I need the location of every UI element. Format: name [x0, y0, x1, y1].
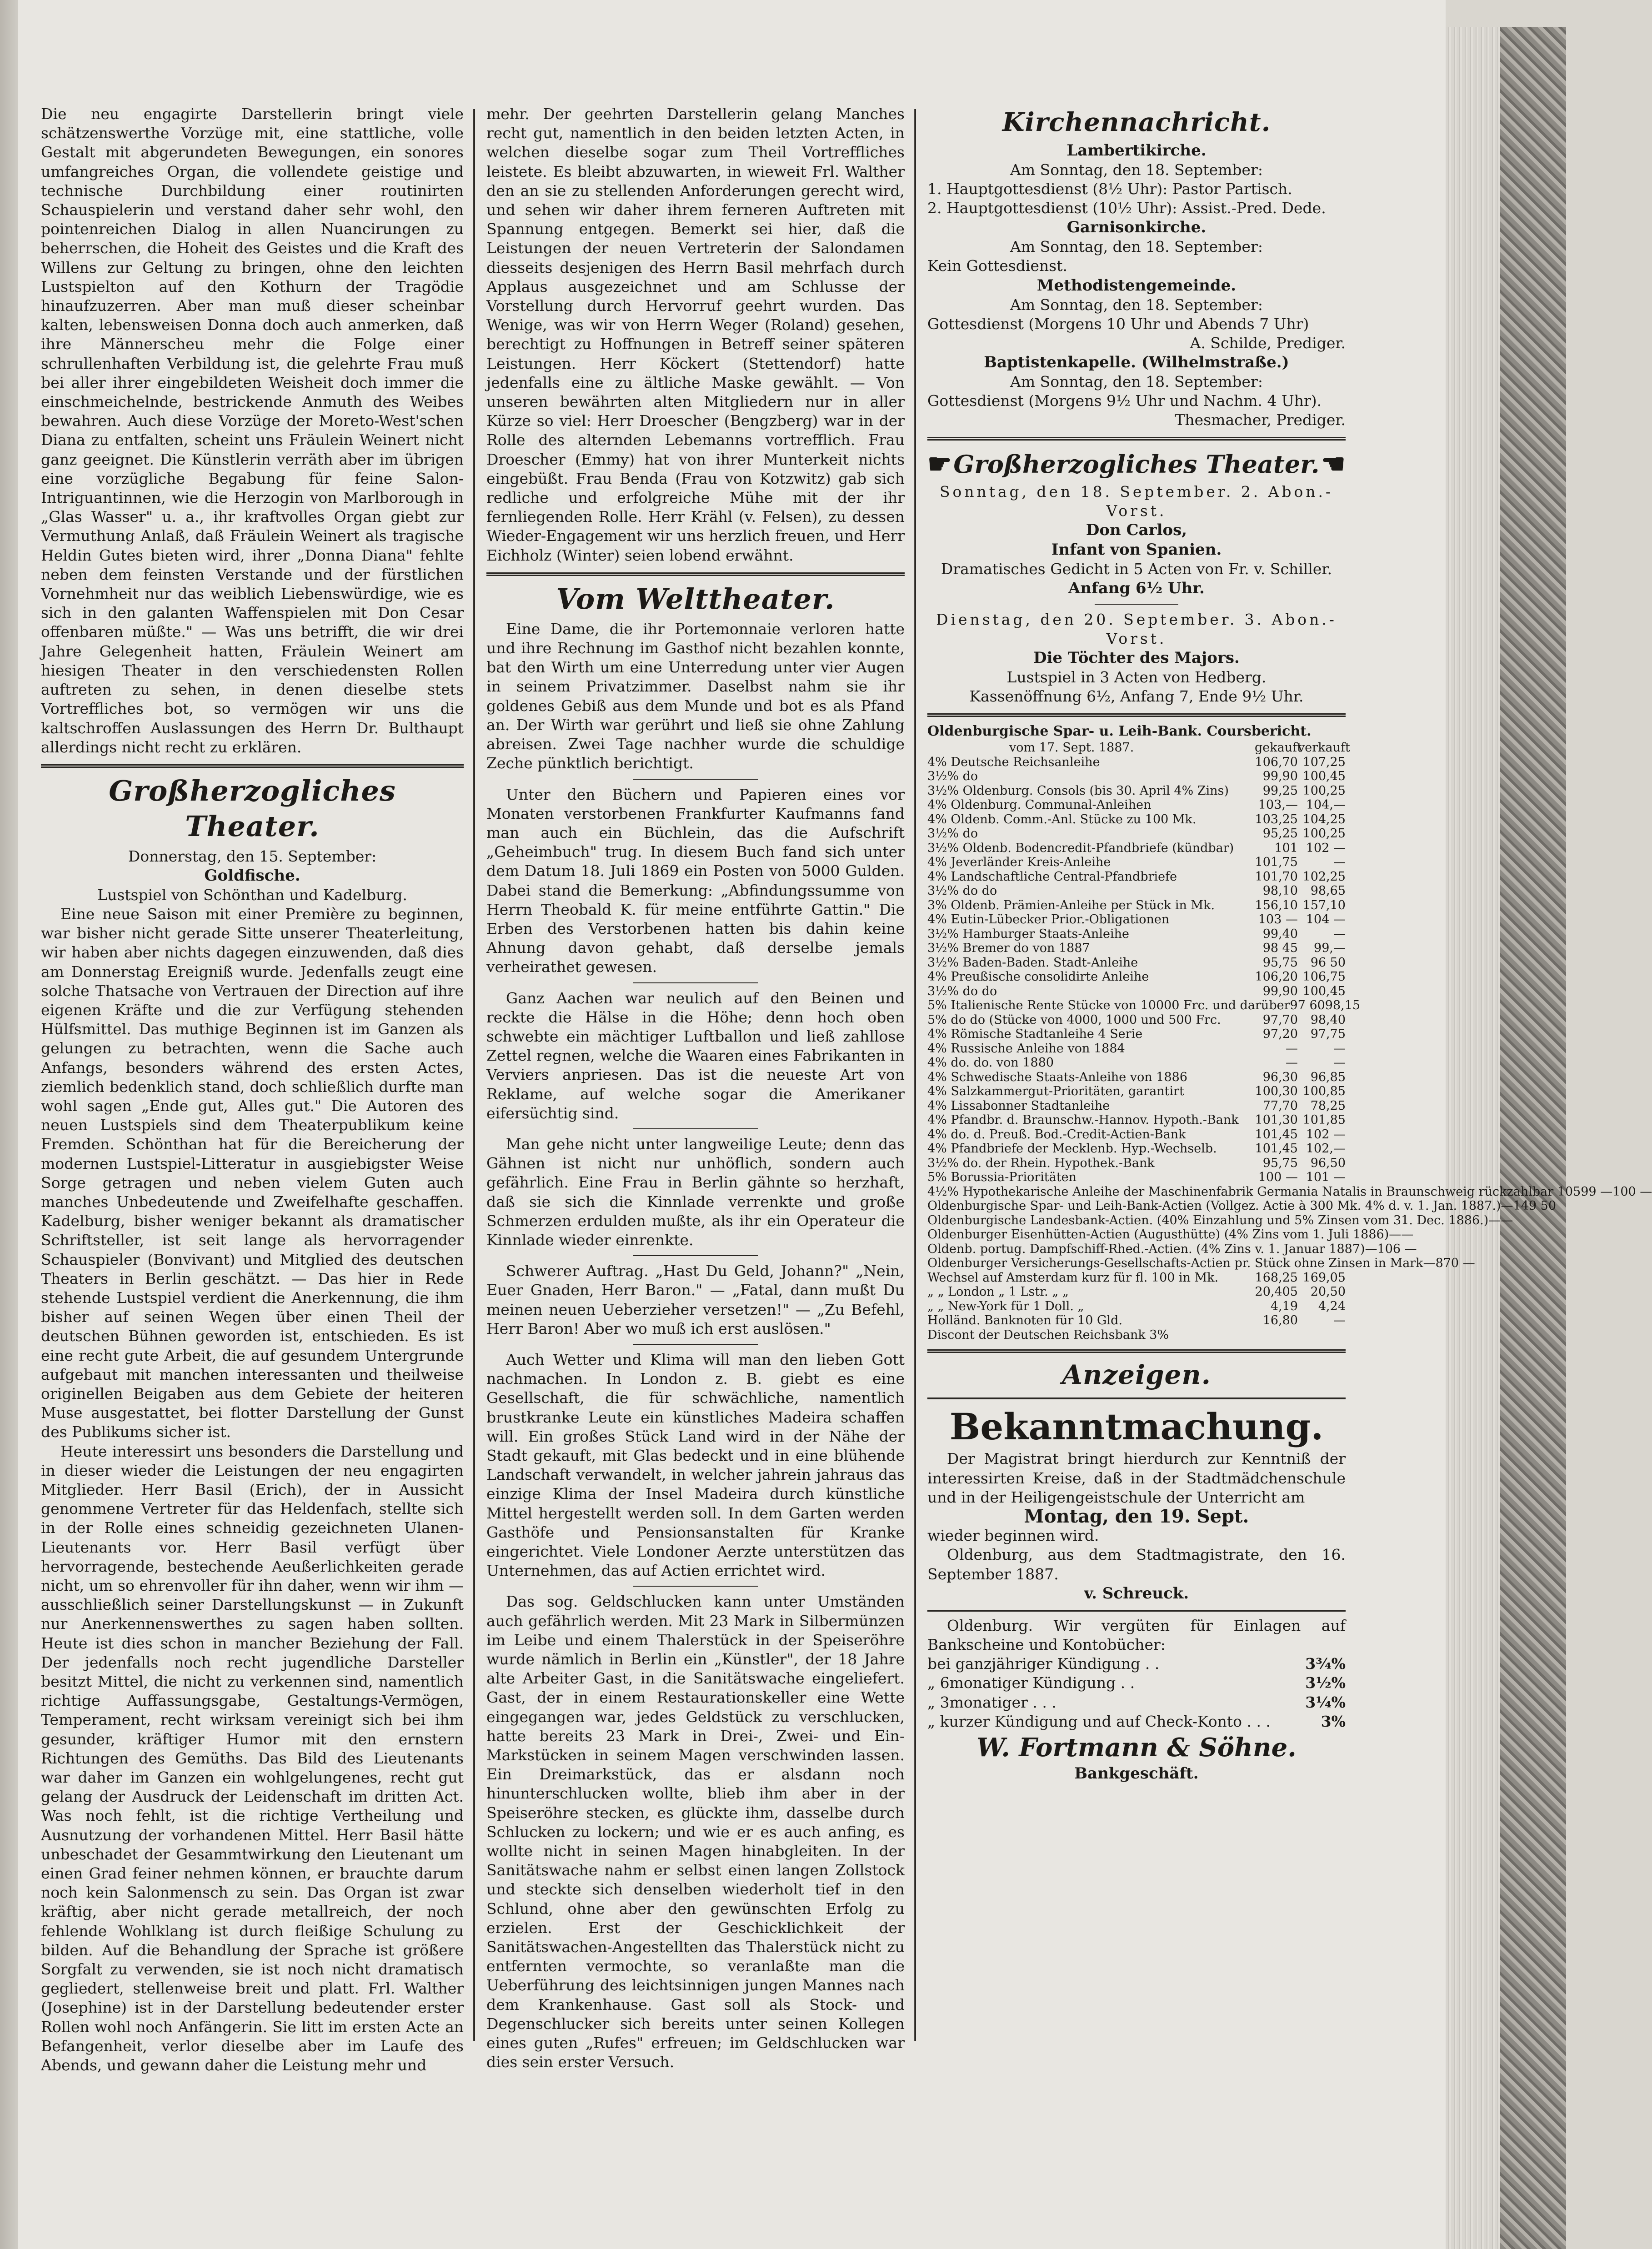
- sold-price: —: [1401, 1227, 1414, 1242]
- security-name: 4% Eutin-Lübecker Prior.-Obligationen: [927, 912, 1170, 927]
- sold-price: 102,25: [1302, 869, 1346, 884]
- sold-price: 100,45: [1302, 984, 1346, 998]
- sold-price: 99,—: [1314, 941, 1346, 956]
- rate-row: [927, 1712, 1346, 1731]
- sold-price: 78,25: [1310, 1098, 1346, 1113]
- security-name: Oldenburgische Spar- und Leih-Bank-Actien (Vollgez. Actie à 300 Mk. 4% d. v. 1. Jan. 1887.): [927, 1199, 1501, 1213]
- performance-date: Sonntag, den 18. September. 2. Abon.-Vorst.: [940, 483, 1333, 520]
- security-name: 3½% do. der Rhein. Hypothek.-Bank: [927, 1156, 1155, 1170]
- play-description: Lustspiel in 3 Acten von Hedberg.: [1006, 668, 1267, 686]
- exchange-row: [927, 1285, 1346, 1299]
- exchange-row: [927, 1013, 1346, 1027]
- service-line: 2. Hauptgottesdienst (10½ Uhr): Assist.-Pred. Dede.: [927, 199, 1326, 217]
- ads-heading: Anzeigen.: [1062, 1359, 1211, 1391]
- security-name: Oldenb. portug. Dampfschiff-Rhed.-Actien. (4% Zins v. 1. Januar 1887): [927, 1242, 1365, 1256]
- bought-price: 97,20: [1262, 1027, 1298, 1042]
- sold-price: 100,45: [1302, 769, 1346, 784]
- bought-price: 100,30: [1255, 1084, 1298, 1099]
- sold-price: 107,25: [1302, 755, 1346, 769]
- security-name: 4% Schwedische Staats-Anleihe von 1886: [927, 1070, 1188, 1084]
- exchange-report-title: Oldenburgische Spar- u. Leih-Bank. Coursbericht.: [927, 723, 1312, 740]
- exchange-row: [927, 1070, 1346, 1085]
- sold-price: 96,85: [1310, 1070, 1346, 1084]
- bought-price: 103,—: [1258, 798, 1298, 812]
- news-item: Ganz Aachen war neulich auf den Beinen und reckte die Hälse in die Höhe; denn hoch oben schwebte ein mächtiger Luftballon und ließ zahllose Zettel regnen, welche die Waaren eines Fabrikanten in Verviers anpriesen. Das ist die neueste Art von Reklame, auf welche sogar die Amerikaner eifersüchtig sind.: [486, 989, 905, 1122]
- exchange-row: [927, 826, 1346, 841]
- security-name: 4% Deutsche Reichsanleihe: [927, 755, 1100, 769]
- sold-price: 106,75: [1302, 970, 1346, 984]
- divider: [41, 764, 464, 768]
- exchange-row: [927, 1271, 1346, 1285]
- security-name: Oldenburger Eisenhütten-Actien (Augusthütte) (4% Zins vom 1. Juli 1886): [927, 1227, 1389, 1242]
- book-cover-marbled: [1500, 27, 1566, 2249]
- news-item: Auch Wetter und Klima will man den lieben Gott nachmachen. In London z. B. giebt es eine Gesellschaft, die für schwächliche, namentlich brustkranke Leute ein künstliches Madeira schaffen will. Ein großes Stück Land wird in der Nähe der Stadt gekauft, mit Glas bedeckt und in eine blühende Landschaft verwandelt, in welcher jahrein jahraus das einzige Klima der Insel Madeira durch künstliche Mittel hergestellt werden soll. In dem Garten werden Gasthöfe und Pensionsanstalten für Kranke eingerichtet. Viele Londoner Aerzte unterstützen das Unternehmen, das auf Actien errichtet wird.: [486, 1350, 905, 1580]
- divider: [633, 1344, 758, 1345]
- header-sold: verkauft: [1298, 741, 1350, 755]
- security-name: 4% Jeverländer Kreis-Anleihe: [927, 855, 1111, 870]
- exchange-row: [927, 841, 1346, 856]
- exchange-row: [927, 1213, 1513, 1228]
- interest-rates: [927, 1654, 1346, 1731]
- announcement-text: wieder beginnen wird.: [927, 1527, 1099, 1545]
- announcement-text: Der Magistrat bringt hierdurch zur Kenntniß der interessirten Kreise, daß in der Stadtmädchenschule und in der Heiligengeistschule der Unterricht am: [927, 1450, 1346, 1506]
- security-name: 3½% do do: [927, 984, 997, 998]
- security-name: 5% do do (Stücke von 4000, 1000 und 500 Frc.: [927, 1012, 1221, 1027]
- security-name: 4% Russische Anleihe von 1884: [927, 1041, 1125, 1056]
- sold-price: 157,10: [1302, 898, 1346, 912]
- exchange-report-header: [927, 741, 1350, 755]
- bought-price: 156,10: [1255, 898, 1298, 912]
- bought-price: 95,75: [1262, 955, 1298, 970]
- bought-price: 16,80: [1262, 1313, 1298, 1328]
- security-name: Discont der Deutschen Reichsbank 3%: [927, 1327, 1169, 1342]
- review-paragraph: Heute interessirt uns besonders die Darstellung und in dieser wieder die Leistungen der neu engagirten Mitglieder. Herr Basil (Erich), der in Aussicht genommene Vertreter für das Heldenfach, stellte sich in der Rolle eines schneidig gezeichneten Ulanen-Lieutenants vor. Herr Basil verfügt über hervorragende, bestechende Aeußerlichkeiten gerade nicht, um so ehrenvoller für ihn daher, wenn wir ihm — ausschließlich seiner Darstellungskunst — in Zukunft nur Anerkennenswerthes zu sagen haben sollten. Heute ist dies schon in mancher Beziehung der Fall. Der jedenfalls noch recht jugendliche Darsteller besitzt Mittel, die nicht zu verkennen sind, namentlich richtige Auffassungsgabe, Gestaltungs-Vermögen, Temperament, recht wirksam vereinigt sich bei ihm gesunder, kräftiger Humor mit den ernstern Richtungen des Gemüths. Das Bild des Lieutenants war daher im Ganzen ein wohlgelungenes, recht gut gelang der Ausdruck der Leidenschaft im dritten Act. Was noch fehlt, ist die richtige Vertheilung und Ausnutzung der vorhandenen Mittel. Herr Basil hätte unbeschadet der Gesammtwirkung den Lieutenant um einen Grad feiner nehmen können, er brauchte darum noch kein Salonmensch zu sein. Das Organ ist zwar kräftig, aber nicht gerade metallreich, der noch fehlende Wohlklang ist durch fleißige Schulung zu bilden. Auf die Behandlung der Sprache ist größere Sorgfalt zu verwenden, sie ist noch nicht dramatisch gegliedert, stellenweise breit und platt. Frl. Walther (Josephine) ist in der Darstellung bedeutender erster Rollen wohl noch Anfängerin. Sie litt im ersten Acte an Befangenheit, verlor dieselbe aber im Laufe des Abends, und gewann daher die Leistung mehr und: [41, 1442, 464, 2074]
- bought-price: —: [1389, 1227, 1402, 1242]
- exchange-row: [927, 998, 1361, 1013]
- news-item: Eine Dame, die ihr Portemonnaie verloren hatte und ihre Rechnung im Gasthof nicht bezahlen konnte, bat den Wirth um eine Unterredung unter vier Augen in seinem Privatzimmer. Daselbst nahm sie ihr goldenes Gebiß aus dem Munde und bot es als Pfand an. Der Wirth war gerührt und ließ sie ohne Zahlung abreisen. Zwei Tage nachher wurde die schuldige Zeche pünktlich berichtigt.: [486, 620, 905, 772]
- security-name: „ „ New-York für 1 Doll. „: [927, 1299, 1084, 1313]
- article-text: Die neu engagirte Darstellerin bringt viele schätzenswerthe Vorzüge mit, eine stattliche, volle Gestalt mit abgerundeten Bewegungen, ein sonores umfangreiches Organ, die vollendete geistige und technische Durchbildung einer routinirten Schauspielerin und verstand daher sehr wohl, den pointenreichen Dialog in allen Nuancirungen zu beherrschen, die Hoheit des Geistes und die Kraft des Willens zur Geltung zu bringen, ohne den leichten Lustspielton auf den Kothurn der Tragödie hinaufzuzerren. Aber man muß dieser scheinbar kalten, lebensweisen Donna doch auch anmerken, daß ihre Männerscheu mehr die Folge einer schrullenhaften Verbildung ist, die gelehrte Frau muß bei aller ihrer eingebildeten Weisheit doch immer die einschmeichelnde, bestrickende Anmuth des Weibes bewahren. Auch diese Vorzüge der Moreto-West'schen Diana zu entfalten, scheint uns Fräulein Weinert nicht ganz geeignet. Die Künstlerin verräth aber im übrigen eine vorzügliche Begabung für feine Salon-Intriguantinnen, wie die Herzogin von Marlborough in „Glas Wasser" u. a., ihr kraftvolles Organ giebt zur Vermuthung Anlaß, daß Fräulein Weinert als tragische Heldin Gutes bieten wird, ihrer „Donna Diana" fehlte neben dem feinsten Verstande und der fürstlichen Vornehmheit nur das weiblich Liebenswürdige, wie es sich in den galanten Waffenspielen mit Don Cesar offenbaren müßte." — Was uns betrifft, die wir drei Jahre Gelegenheit hatten, Fräulein Weinert am hiesigen Theater in den verschiedensten Rollen auftreten zu sehen, in denen dieselbe stets Vortreffliches bot, so vermögen wir uns die kaltschroffen Auslassungen des Herrn Dr. Bulthaupt allerdings nicht recht zu erklären.: [41, 105, 464, 756]
- bought-price: 103 —: [1258, 912, 1298, 927]
- column-divider: [473, 109, 475, 2041]
- church-name: Methodistengemeinde.: [1036, 276, 1236, 295]
- theatre-heading-row: [927, 446, 1346, 482]
- church-name: Baptistenkapelle. (Wilhelmstraße.): [984, 353, 1289, 372]
- sold-price: 102 —: [1306, 1127, 1346, 1142]
- security-name: 4% Landschaftliche Central-Pfandbriefe: [927, 869, 1177, 884]
- sold-price: 169,05: [1302, 1270, 1346, 1285]
- divider: [633, 1586, 758, 1587]
- bought-price: —: [1365, 1242, 1377, 1256]
- news-item: Schwerer Auftrag. „Hast Du Geld, Johann?" „Nein, Euer Gnaden, Herr Baron." — „Fatal, dann mußt Du meinen neuen Ueberzieher versetzen!" — „Zu Befehl, Herr Baron! Aber wo muß ich erst auslösen.": [486, 1262, 905, 1337]
- sold-price: —: [1333, 1313, 1346, 1328]
- divider: [927, 1349, 1346, 1353]
- exchange-row: [927, 1084, 1346, 1099]
- sold-price: 104,—: [1306, 798, 1346, 812]
- divider: [1095, 604, 1178, 605]
- exchange-row: [927, 784, 1346, 798]
- divider: [927, 1610, 1346, 1612]
- service-date: Am Sonntag, den 18. September:: [1010, 373, 1263, 391]
- article-text: mehr. Der geehrten Darstellerin gelang Manches recht gut, namentlich in den beiden letzten Acten, in welchen dieselbe sogar zum Theil Vortreffliches leistete. Es bleibt abzuwarten, in wieweit Frl. Walther den an sie zu stellenden Anforderungen gerecht wird, und sehen wir daher ihrem ferneren Auftreten mit Spannung entgegen. Bemerkt sei hier, daß die Leistungen der neuen Vertreterin der Salondamen diesseits desjenigen des Herrn Basil mehrfach durch Applaus ausgezeichnet und am Schlusse der Vorstellung durch Hervorruf geehrt wurden. Das Wenige, was wir von Herrn Weger (Roland) gesehen, berechtigt zu Hoffnungen in Betreff seiner späteren Leistungen. Herr Köckert (Stettendorf) hatte jedenfalls eine zu ältliche Maske gewählt. — Von unseren bewährten alten Mitgliedern nur in aller Kürze so viel: Herr Droescher (Bengzberg) war in der Rolle des alternden Lebemanns vortrefflich. Frau Droescher (Emmy) hat von ihrer Munterkeit nichts eingebüßt. Frau Benda (Frau von Kotzwitz) gab sich redliche und erfolgreiche Mühe mit der ihr fernliegenden Rolle. Herr Krähl (v. Felsen), zu dessen Wieder-Engagement wir uns herzlich freuen, und Herr Eichholz (Winter) seien lobend erwähnt.: [486, 105, 905, 564]
- bought-price: 96,30: [1262, 1070, 1298, 1084]
- section-heading: Vom Welttheater.: [556, 582, 835, 616]
- bought-price: —: [1286, 1056, 1298, 1070]
- exchange-row: [927, 1242, 1417, 1257]
- security-name: 4% Oldenburg. Communal-Anleihen: [927, 798, 1151, 812]
- exchange-row: [927, 1313, 1346, 1328]
- security-name: 3% Oldenb. Prämien-Anleihe per Stück in Mk.: [927, 898, 1215, 912]
- bought-price: 101,45: [1255, 1142, 1298, 1156]
- announcement-signature: Oldenburg, aus dem Stadtmagistrate, den 16. September 1887.: [927, 1546, 1346, 1583]
- exchange-row: [927, 1042, 1346, 1056]
- play-title: Goldfische.: [204, 866, 300, 885]
- security-name: 4% Pfandbr. d. Braunschw.-Hannov. Hypoth.-Bank: [927, 1113, 1239, 1127]
- bought-price: 100 —: [1258, 1170, 1298, 1185]
- exchange-row: [927, 927, 1346, 942]
- bought-price: —: [1423, 1256, 1436, 1271]
- play-title: Infant von Spanien.: [1051, 541, 1222, 559]
- bought-price: 101,75: [1255, 855, 1298, 870]
- header-bought: gekauft: [1255, 741, 1302, 755]
- bought-price: —: [1286, 1041, 1298, 1056]
- divider: [927, 1397, 1346, 1399]
- exchange-row: [927, 1156, 1346, 1171]
- exchange-row: [927, 984, 1346, 999]
- sold-price: 102,—: [1306, 1142, 1346, 1156]
- announcement-heading: Bekanntmachung.: [949, 1405, 1324, 1448]
- play-title: Die Töchter des Majors.: [1033, 649, 1240, 667]
- exchange-row: [927, 956, 1346, 970]
- divider: [633, 982, 758, 983]
- rate-term: „ kurzer Kündigung und auf Check-Konto . . .: [927, 1712, 1271, 1730]
- sold-price: —: [1333, 1056, 1346, 1070]
- divider: [633, 1128, 758, 1129]
- sold-price: 98,40: [1310, 1012, 1346, 1027]
- sold-price: 106 —: [1377, 1242, 1417, 1256]
- security-name: 4% Lissabonner Stadtanleihe: [927, 1098, 1110, 1113]
- sold-price: 96 50: [1310, 955, 1346, 970]
- bought-price: 95,75: [1262, 1156, 1298, 1170]
- security-name: Wechsel auf Amsterdam kurz für fl. 100 in Mk.: [927, 1270, 1219, 1285]
- rate-row: [927, 1673, 1346, 1693]
- exchange-row: [927, 1184, 1652, 1199]
- performance-date: Dienstag, den 20. September. 3. Abon.-Vorst.: [936, 611, 1337, 648]
- bank-name: W. Fortmann & Söhne.: [976, 1733, 1297, 1763]
- service-line: Kein Gottesdienst.: [927, 257, 1067, 275]
- bought-price: 101: [1274, 841, 1298, 855]
- sold-price: [1298, 1328, 1346, 1342]
- rate-row: [927, 1693, 1346, 1712]
- sold-price: 100,25: [1302, 783, 1346, 798]
- exchange-row: [927, 1199, 1557, 1213]
- bought-price: 101,30: [1255, 1113, 1298, 1127]
- bought-price: 99,40: [1262, 927, 1298, 941]
- security-name: 5% Borussia-Prioritäten: [927, 1170, 1077, 1185]
- bought-price: —: [1488, 1213, 1501, 1227]
- announcement-date: Montag, den 19. Sept.: [1024, 1506, 1249, 1528]
- preacher-name: A. Schilde, Prediger.: [1190, 334, 1346, 352]
- exchange-row: [927, 898, 1346, 913]
- preacher-name: Thesmacher, Prediger.: [1175, 411, 1346, 429]
- sold-price: 104,25: [1302, 812, 1346, 826]
- security-name: 4% Preußische consolidirte Anleihe: [927, 970, 1149, 984]
- bought-price: 98 45: [1262, 941, 1298, 956]
- announcement-signer: v. Schreuck.: [1084, 1584, 1189, 1603]
- security-name: 3½% do: [927, 826, 978, 841]
- security-name: 3½% do do: [927, 884, 997, 898]
- bought-price: 106,20: [1255, 970, 1298, 984]
- news-item: Unter den Büchern und Papieren eines vor Monaten verstorbenen Frankfurter Kaufmanns fand man auch ein Büchlein, das die Aufschrift „Geheimbuch" trug. In diesem Buch fand sich unter dem Datum 18. Juli 1869 ein Posten von 5000 Gulden. Dabei stand die Bemerkung: „Abfindungssumme von Herrn Theobald K. für meine entführte Gattin." Die Erben des Verstorbenen hatten bis dahin keine Ahnung davon gehabt, daß derselbe jemals verheirathet gewesen.: [486, 785, 905, 976]
- bought-price: 97 60: [1290, 998, 1325, 1013]
- sold-price: 20,50: [1310, 1285, 1346, 1299]
- sold-price: 149 50: [1513, 1199, 1557, 1213]
- church-name: Lambertikirche.: [1066, 141, 1206, 160]
- sold-price: 100,85: [1302, 1084, 1346, 1099]
- security-name: „ „ London „ 1 Lstr. „ „: [927, 1285, 1069, 1299]
- review-paragraph: Eine neue Saison mit einer Première zu beginnen, war bisher nicht gerade Sitte unserer Theaterleitung, wir haben aber nichts dagegen einzuwenden, daß dies am Donnerstag Ereigniß wurde. Jedenfalls zeugt eine solche Thatsache von Vertrauen der Direction auf ihre eigenen Kräfte und die zur Verfügung stehenden Hülfsmittel. Das muthige Beginnen ist im Ganzen als gelungen zu betrachten, wenn die Sache auch Anfangs, besonders während des ersten Actes, ziemlich bedenklich stand, doch schließlich durfte man wohl sagen „Ende gut, Alles gut." Die Autoren des neuen Lustspiels sind dem Theaterpublikum keine Fremden. Schönthan hat für die Bereicherung der modernen Lustspiel-Litteratur in ausgiebigster Weise Sorge getragen und neben vielem Guten auch manches Unbedeutende und Zweifelhafte geschaffen. Kadelburg, bisher weniger bekannt als dramatischer Schriftsteller, ist seit lange als hervorragender Schauspieler (Bonvivant) und Mitglied des deutschen Theaters in Berlin geschätzt. — Das hier in Rede stehende Lustspiel verdient die Anerkennung, die ihm bisher auf seinen Wegen über einen Theil der deutschen Bühnen geworden ist, entschieden. Es ist eine recht gute Arbeit, die auf gesundem Untergrunde aufgebaut mit manchen interessanten und theilweise originellen Beigaben aus dem Gebiete der heiteren Muse ausgestattet, bei flotter Darstellung der Gunst des Publikums sicher ist.: [41, 905, 464, 1441]
- security-name: 3½% do: [927, 769, 978, 784]
- sold-price: 104 —: [1306, 912, 1346, 927]
- security-name: 4% Römische Stadtanleihe 4 Serie: [927, 1027, 1143, 1042]
- security-name: 4% Salzkammergut-Prioritäten, garantirt: [927, 1084, 1184, 1099]
- sold-price: 100,25: [1302, 826, 1346, 841]
- exchange-report: [927, 741, 1652, 1342]
- divider: [633, 1255, 758, 1256]
- bank-type: Bankgeschäft.: [1074, 1764, 1199, 1783]
- exchange-row: [927, 884, 1346, 898]
- church-name: Garnisonkirche.: [1066, 218, 1206, 237]
- security-name: Holländ. Banknoten für 10 Gld.: [927, 1313, 1123, 1328]
- sold-price: 98,15: [1325, 998, 1361, 1013]
- exchange-row: [927, 870, 1346, 884]
- sold-price: —: [1333, 927, 1346, 941]
- bought-price: 106,70: [1255, 755, 1298, 769]
- box-office-times: Kassenöffnung 6½, Anfang 7, Ende 9½ Uhr.: [969, 687, 1304, 706]
- start-time: Anfang 6½ Uhr.: [1068, 579, 1205, 598]
- pointing-hand-right-icon: ☛: [927, 448, 952, 481]
- rate-term: „ 6monatiger Kündigung . .: [927, 1674, 1135, 1692]
- column-2: [486, 105, 905, 2150]
- bank-intro: Oldenburg. Wir vergüten für Einlagen auf Bankscheine und Kontobücher:: [927, 1616, 1346, 1654]
- service-date: Am Sonntag, den 18. September:: [1010, 161, 1263, 179]
- security-name: 4% Oldenb. Comm.-Anl. Stücke zu 100 Mk.: [927, 812, 1196, 826]
- sold-price: —: [1333, 855, 1346, 870]
- news-item: Das sog. Geldschlucken kann unter Umständen auch gefährlich werden. Mit 23 Mark in Silbermünzen im Leibe und einem Thalerstück in der Speiseröhre wurde nämlich in Berlin ein „Künstler", der 18 Jahre alte Arbeiter Gast, in die Sanitätswache eingeliefert. Gast, der in einem Restaurationskeller eine Wette eingegangen war, jedes Geldstück zu verschlucken, hatte bereits 23 Mark in Drei-, Zwei- und Ein-Markstücken in seinem Magen verschwinden lassen. Ein Dreimarkstück, das er alsdann noch hinunterschlucken wollte, blieb ihm aber in der Speiseröhre stecken, es glückte ihm, dasselbe durch Schlucken zu lockern; und wie er es auch anfing, es wollte nicht in seinen Magen hinabgleiten. In der Sanitätswache nahm er selbst einen langen Zollstock und steckte sich denselben wiederholt tief in den Schlund, ohne aber den gewünschten Erfolg zu erzielen. Erst der Geschicklichkeit der Sanitätswachen-Angestellten das Thalerstück nicht zu entfernten vermochte, so veranlaßte man die Ueberführung des leichtsinnigen jungen Mannes nach dem Krankenhause. Gast soll als Stock- und Degenschlucker sich bereits unter seinen Kollegen eines guten „Rufes" erfreuen; im Geldschlucken war dies sein erster Versuch.: [486, 1593, 905, 2071]
- exchange-row: [927, 1328, 1346, 1342]
- security-name: 4% Pfandbriefe der Mecklenb. Hyp.-Wechselb.: [927, 1142, 1217, 1156]
- play-title: Don Carlos,: [1086, 521, 1187, 540]
- security-name: 3½% Oldenb. Bodencredit-Pfandbriefe (kündbar): [927, 841, 1234, 855]
- security-name: Oldenburgische Landesbank-Actien. (40% Einzahlung und 5% Zinsen vom 31. Dec. 1886.): [927, 1213, 1489, 1227]
- exchange-row: [927, 1113, 1346, 1127]
- sold-price: 96,50: [1310, 1156, 1346, 1170]
- play-genre: Lustspiel von Schönthan und Kadelburg.: [97, 886, 407, 904]
- performance-date: Donnerstag, den 15. September:: [128, 847, 377, 865]
- section-heading: Großherzogliches Theater.: [109, 774, 396, 843]
- column-divider: [914, 109, 916, 2041]
- bought-price: 97,70: [1262, 1012, 1298, 1027]
- bought-price: 99,90: [1262, 984, 1298, 998]
- bought-price: 101,45: [1255, 1127, 1298, 1142]
- column-1: [41, 105, 464, 2150]
- exchange-row: [927, 1299, 1346, 1314]
- section-heading: Kirchennachricht.: [1002, 107, 1271, 137]
- exchange-row: [927, 970, 1346, 984]
- bought-price: 99 —: [1581, 1184, 1613, 1199]
- sold-price: 4,24: [1318, 1299, 1346, 1313]
- security-name: 3½% Baden-Baden. Stadt-Anleihe: [927, 955, 1138, 970]
- divider: [633, 779, 758, 780]
- sold-price: 101 —: [1306, 1170, 1346, 1185]
- sold-price: 101,85: [1302, 1113, 1346, 1127]
- bought-price: 99,25: [1262, 783, 1298, 798]
- pointing-hand-left-icon: ☛: [1321, 448, 1346, 481]
- bought-price: 4,19: [1270, 1299, 1298, 1313]
- service-line: Gottesdienst (Morgens 9½ Uhr und Nachm. 4 Uhr).: [927, 392, 1322, 410]
- sold-price: 97,75: [1310, 1027, 1346, 1042]
- exchange-row: [927, 769, 1346, 784]
- bought-price: [1255, 1328, 1298, 1342]
- exchange-row: [927, 1227, 1414, 1242]
- sold-price: —: [1501, 1213, 1513, 1227]
- bought-price: 95,25: [1262, 826, 1298, 841]
- exchange-row: [927, 1027, 1346, 1042]
- divider: [927, 713, 1346, 717]
- news-item: Man gehe nicht unter langweilige Leute; denn das Gähnen ist nicht nur unhöflich, sondern auch gefährlich. Eine Frau in Berlin gähnte so herzhaft, daß sie sich die Kinnlade verrenkte und große Schmerzen erdulden mußte, als ihr ein Operateur die Kinnlade wieder einrenkte.: [486, 1135, 905, 1249]
- bought-price: 77,70: [1262, 1098, 1298, 1113]
- rate-term: bei ganzjähriger Kündigung . .: [927, 1655, 1160, 1673]
- report-date: vom 17. Sept. 1887.: [1009, 741, 1134, 755]
- service-line: Gottesdienst (Morgens 10 Uhr und Abends 7 Uhr): [927, 315, 1309, 333]
- column-3: [927, 105, 1652, 2150]
- exchange-row: [927, 941, 1346, 956]
- sold-price: 870 —: [1435, 1256, 1475, 1271]
- rate-value: 3¼%: [1305, 1693, 1346, 1711]
- previous-page-edge: [0, 0, 19, 2249]
- security-name: 3½% Oldenburg. Consols (bis 30. April 4% Zins): [927, 783, 1229, 798]
- security-name: 3½% Hamburger Staats-Anleihe: [927, 927, 1130, 941]
- rate-value: 3½%: [1305, 1674, 1346, 1692]
- exchange-row: [927, 1127, 1346, 1142]
- exchange-row: [927, 812, 1346, 827]
- security-name: 5% Italienische Rente Stücke von 10000 Frc. und darüber: [927, 998, 1290, 1013]
- security-name: 3½% Bremer do von 1887: [927, 941, 1090, 956]
- service-date: Am Sonntag, den 18. September:: [1010, 238, 1263, 256]
- bought-price: 101,70: [1255, 869, 1298, 884]
- security-name: 4% do. do. von 1880: [927, 1056, 1054, 1070]
- exchange-row: [927, 912, 1346, 927]
- rate-value: 3¾%: [1305, 1655, 1346, 1673]
- exchange-row: [927, 1056, 1346, 1070]
- exchange-row: [927, 1099, 1346, 1113]
- bought-price: 103,25: [1255, 812, 1298, 826]
- play-description: Dramatisches Gedicht in 5 Acten von Fr. v. Schiller.: [941, 560, 1332, 578]
- sold-price: 102 —: [1306, 841, 1346, 855]
- service-date: Am Sonntag, den 18. September:: [1010, 296, 1263, 314]
- rate-value: 3%: [1321, 1712, 1346, 1730]
- divider: [486, 572, 905, 576]
- sold-price: 100 —: [1612, 1184, 1652, 1199]
- security-name: Oldenburger Versicherungs-Gesellschafts-Actien pr. Stück ohne Zinsen in Mark: [927, 1256, 1423, 1271]
- service-line: 1. Hauptgottesdienst (8½ Uhr): Pastor Partisch.: [927, 180, 1292, 198]
- security-name: 4% do. d. Preuß. Bod.-Credit-Actien-Bank: [927, 1127, 1186, 1142]
- security-name: 4½% Hypothekarische Anleihe der Maschinenfabrik Germania Natalis in Braunschweig rückzahlbar 105: [927, 1184, 1581, 1199]
- bought-price: 98,10: [1262, 884, 1298, 898]
- bought-price: 168,25: [1255, 1270, 1298, 1285]
- exchange-row: [927, 1170, 1346, 1185]
- exchange-row: [927, 1256, 1475, 1271]
- exchange-row: [927, 755, 1346, 770]
- bought-price: 20,405: [1255, 1285, 1298, 1299]
- sold-price: —: [1333, 1041, 1346, 1056]
- exchange-row: [927, 798, 1346, 812]
- rate-row: [927, 1654, 1346, 1673]
- divider: [927, 437, 1346, 441]
- bought-price: —: [1501, 1199, 1513, 1213]
- exchange-rows: [927, 755, 1652, 1342]
- rate-term: „ 3monatiger . . .: [927, 1693, 1056, 1711]
- section-heading: Großherzogliches Theater.: [953, 450, 1320, 479]
- exchange-row: [927, 1142, 1346, 1156]
- exchange-row: [927, 855, 1346, 870]
- bought-price: 99,90: [1262, 769, 1298, 784]
- sold-price: 98,65: [1310, 884, 1346, 898]
